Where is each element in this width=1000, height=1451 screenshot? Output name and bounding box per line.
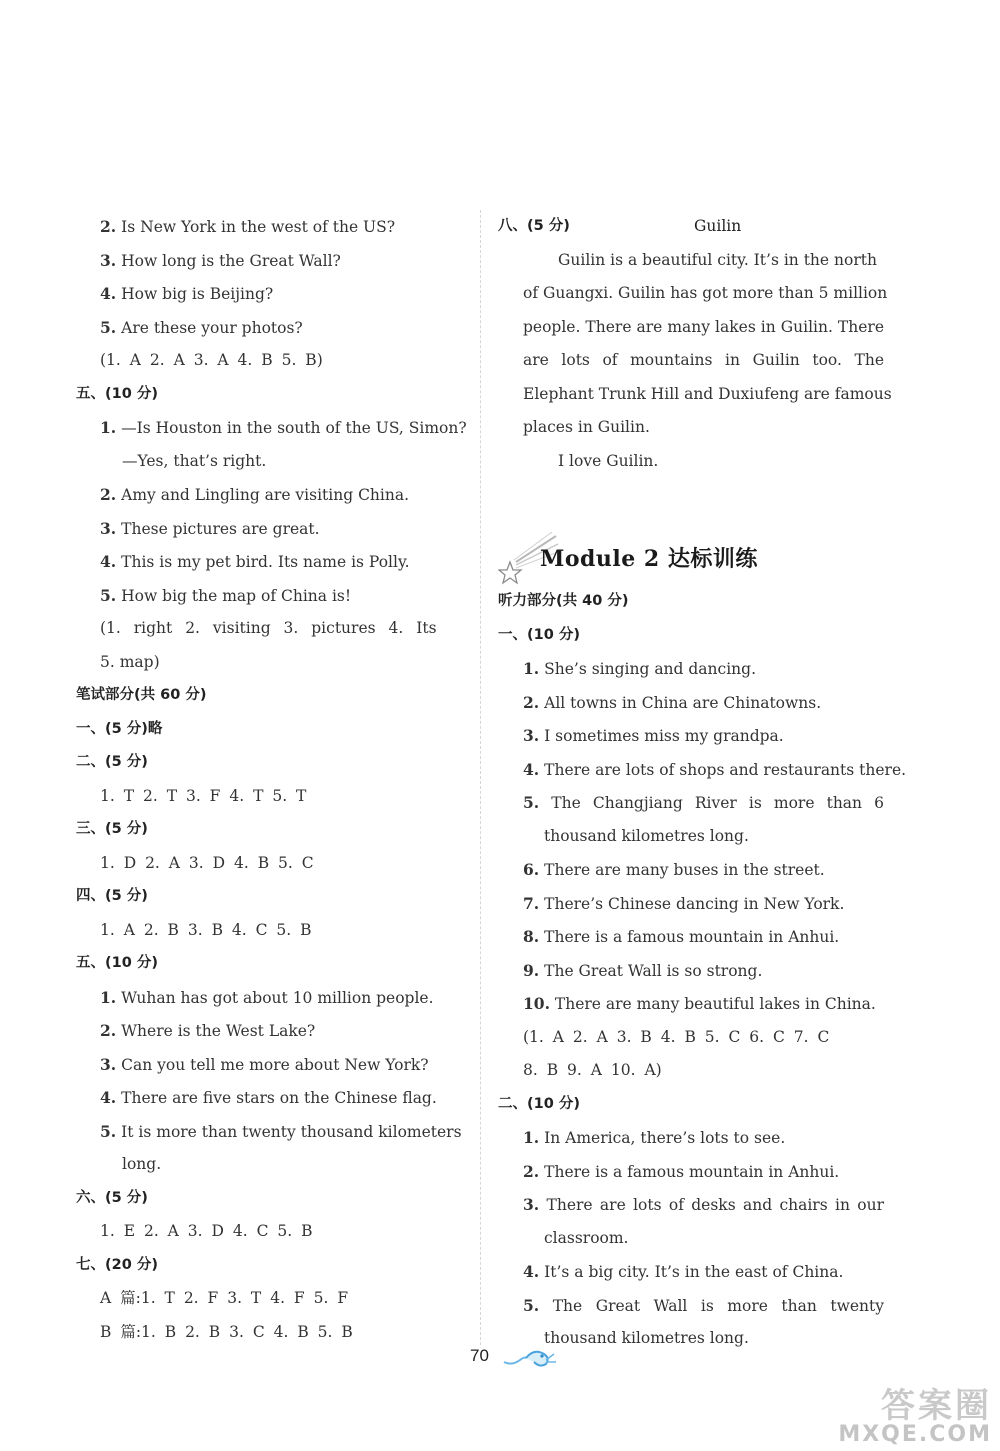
section-heading: 五、(10 分) xyxy=(76,955,158,971)
section-heading: 二、(5 分) xyxy=(76,754,148,770)
answer-line: 2. Is New York in the west of the US? xyxy=(100,217,396,236)
answer-line: 8. There is a famous mountain in Anhui. xyxy=(523,927,840,946)
column-divider xyxy=(480,210,481,1345)
answer-line: 5. It is more than twenty thousand kilometers xyxy=(100,1121,462,1141)
passage-line: places in Guilin. xyxy=(523,418,650,436)
section-heading: 四、(5 分) xyxy=(76,888,148,904)
answer-key-line: A 篇:1. T 2. F 3. T 4. F 5. F xyxy=(100,1289,349,1307)
answer-line: 4. There are lots of shops and restaurants there. xyxy=(523,759,907,779)
answer-key-line: 1. D 2. A 3. D 4. B 5. C xyxy=(100,853,314,872)
answer-line: 9. The Great Wall is so strong. xyxy=(523,960,763,980)
answer-key-line: 1. T 2. T 3. F 4. T 5. T xyxy=(100,786,307,805)
answer-line: 3. I sometimes miss my grandpa. xyxy=(523,726,784,745)
section-heading: 一、(5 分)略 xyxy=(76,720,163,737)
page-number: 70 xyxy=(470,1346,489,1365)
section-heading: 笔试部分(共 60 分) xyxy=(76,687,207,703)
answer-key-line: 1. E 2. A 3. D 4. C 5. B xyxy=(100,1222,313,1240)
passage-line: are lots of mountains in Guilin too. The xyxy=(523,351,884,369)
answer-key-line: 1. A 2. B 3. B 4. C 5. B xyxy=(100,920,312,939)
answer-line: 2. Amy and Lingling are visiting China. xyxy=(100,485,410,504)
answer-line: 10. There are many beautiful lakes in China. xyxy=(523,994,876,1013)
passage-line: Elephant Trunk Hill and Duxiufeng are famous xyxy=(523,384,892,403)
answer-line: 2. All towns in China are Chinatowns. xyxy=(523,692,822,712)
passage-line: Guilin is a beautiful city. It’s in the north xyxy=(558,250,877,269)
watermark xyxy=(830,1378,1000,1451)
answer-line: 4. There are five stars on the Chinese flag. xyxy=(100,1088,437,1107)
answer-line: thousand kilometres long. xyxy=(544,1329,749,1347)
answer-line: 3. Can you tell me more about New York? xyxy=(100,1054,429,1074)
answer-line: 1. —Is Houston in the south of the US, Simon? xyxy=(100,418,467,437)
answer-key-line: 5. map) xyxy=(100,652,160,671)
module-heading xyxy=(498,532,884,582)
answer-line: 2. There is a famous mountain in Anhui. xyxy=(523,1161,840,1181)
answer-line: 5. Are these your photos? xyxy=(100,317,303,337)
answer-key-line: (1. A 2. A 3. A 4. B 5. B) xyxy=(100,351,323,369)
answer-line: 2. Where is the West Lake? xyxy=(100,1021,316,1040)
watermark-logo-text: 答案圈 xyxy=(881,1386,992,1426)
answer-key-line: (1. right 2. visiting 3. pictures 4. Its xyxy=(100,619,437,637)
answer-line: 5. The Great Wall is more than twenty xyxy=(523,1295,884,1315)
answer-line: classroom. xyxy=(544,1228,629,1247)
passage-line: people. There are many lakes in Guilin. There xyxy=(523,317,884,336)
section-heading: 八、(5 分) Guilin xyxy=(498,210,884,244)
answer-key-line: B 篇:1. B 2. B 3. C 4. B 5. B xyxy=(100,1322,353,1341)
section-heading: 一、(10 分) xyxy=(498,626,580,643)
answer-line: 4. This is my pet bird. Its name is Polly. xyxy=(100,552,410,571)
answer-line: long. xyxy=(122,1155,162,1173)
passage-line: of Guangxi. Guilin has got more than 5 million xyxy=(523,284,888,302)
answer-line: 3. These pictures are great. xyxy=(100,518,320,538)
answer-line: 4. How big is Beijing? xyxy=(100,284,274,303)
answer-line: 5. How big the map of China is! xyxy=(100,585,352,605)
answer-line: 1. She’s singing and dancing. xyxy=(523,659,757,678)
section-heading: 二、(10 分) xyxy=(498,1095,580,1112)
answer-key-line: 8. B 9. A 10. A) xyxy=(523,1061,662,1079)
watermark-url: MXQE.COM xyxy=(838,1422,992,1447)
answer-line: 5. The Changjiang River is more than 6 xyxy=(523,793,884,812)
answer-line: 3. How long is the Great Wall? xyxy=(100,250,341,270)
answer-line: 7. There’s Chinese dancing in New York. xyxy=(523,893,845,913)
answer-line: —Yes, that’s right. xyxy=(122,451,267,470)
fish-swirl-icon xyxy=(502,1346,562,1372)
answer-key-line: (1. A 2. A 3. B 4. B 5. C 6. C 7. C xyxy=(523,1027,830,1046)
passage-line: I love Guilin. xyxy=(558,451,659,470)
section-heading: 三、(5 分) xyxy=(76,821,148,837)
section-heading: 五、(10 分) xyxy=(76,385,158,402)
answer-line: 4. It’s a big city. It’s in the east of China. xyxy=(523,1262,844,1281)
section-heading: 六、(5 分) xyxy=(76,1189,148,1206)
module-title: Module 2 达标训练 xyxy=(540,546,758,572)
section-heading: 七、(20 分) xyxy=(76,1256,158,1273)
answer-line: 3. There are lots of desks and chairs in our xyxy=(523,1195,884,1214)
answer-line: 1. Wuhan has got about 10 million people. xyxy=(100,987,434,1007)
answer-line: thousand kilometres long. xyxy=(544,826,749,845)
section-heading: 听力部分(共 40 分) xyxy=(498,593,629,609)
passage-title: Guilin xyxy=(694,217,742,235)
answer-line: 1. In America, there’s lots to see. xyxy=(523,1128,786,1147)
answer-line: 6. There are many buses in the street. xyxy=(523,860,825,879)
